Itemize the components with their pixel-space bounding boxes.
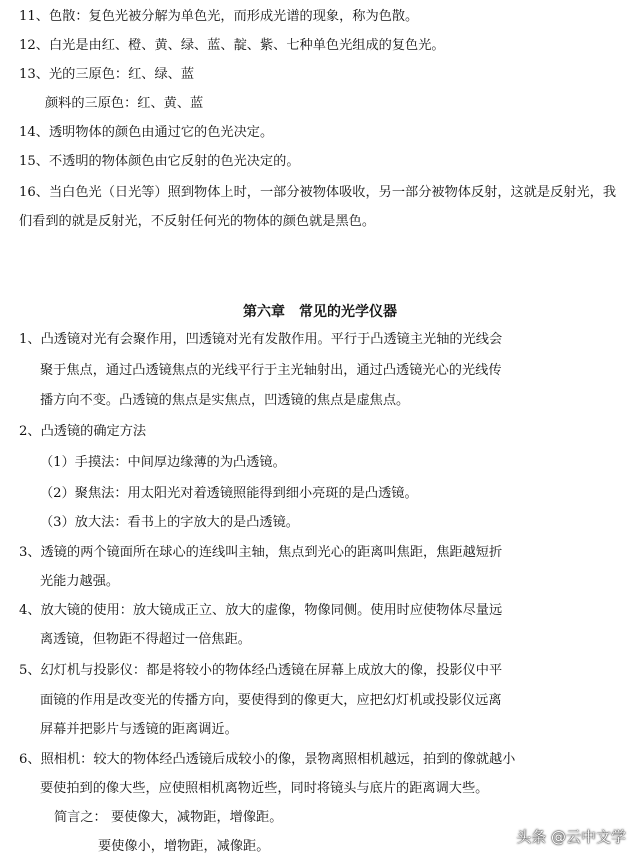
ch-item-3-cont: 光能力越强。 bbox=[40, 574, 120, 589]
item-14: 14、透明物体的颜色由通过它的色光决定。 bbox=[19, 125, 274, 140]
ch-item-2-3: （3）放大法：看书上的字放大的是凸透镜。 bbox=[40, 515, 299, 530]
item-12: 12、白光是由红、橙、黄、绿、蓝、靛、紫、七种单色光组成的复色光。 bbox=[19, 38, 445, 53]
ch-item-5-cont-a: 面镜的作用是改变光的传播方向，要使得到的像更大，应把幻灯机或投影仪远离 bbox=[40, 693, 502, 708]
ch-item-1-cont-b: 播方向不变。凸透镜的焦点是实焦点，凹透镜的焦点是虚焦点。 bbox=[40, 393, 410, 408]
item-16-cont: 们看到的就是反射光，不反射任何光的物体的颜色就是黑色。 bbox=[19, 214, 376, 229]
ch-item-6-cont: 要使拍到的像大些，应使照相机离物近些，同时将镜头与底片的距离调大些。 bbox=[40, 781, 489, 796]
ch-item-2-1: （1）手摸法：中间厚边缘薄的为凸透镜。 bbox=[40, 455, 286, 470]
ch-item-1: 1、凸透镜对光有会聚作用，凹透镜对光有发散作用。平行于凸透镜主光轴的光线会 bbox=[19, 332, 503, 347]
ch-item-4-cont: 离透镜，但物距不得超过一倍焦距。 bbox=[40, 632, 251, 647]
item-13: 13、光的三原色：红、绿、蓝 bbox=[19, 67, 195, 82]
ch-item-1-cont-a: 聚于焦点，通过凸透镜焦点的光线平行于主光轴射出，通过凸透镜光心的光线传 bbox=[40, 363, 502, 378]
ch-item-5: 5、幻灯机与投影仪：都是将较小的物体经凸透镜在屏幕上成放大的像，投影仪中平 bbox=[19, 663, 503, 678]
ch-summary-1: 简言之： 要使像大，减物距，增像距。 bbox=[54, 810, 283, 825]
ch-item-2: 2、凸透镜的确定方法 bbox=[19, 424, 147, 439]
item-13-sub: 颜料的三原色：红、黄、蓝 bbox=[45, 96, 204, 111]
item-15: 15、不透明的物体颜色由它反射的色光决定的。 bbox=[19, 154, 300, 169]
item-16: 16、当白色光（日光等）照到物体上时，一部分被物体吸收，另一部分被物体反射，这就是反射光，我 bbox=[19, 185, 617, 200]
ch-item-5-cont-b: 屏幕并把影片与透镜的距离调近。 bbox=[40, 722, 238, 737]
watermark-label: 头条 @云中文学 bbox=[516, 828, 626, 846]
ch-item-3: 3、透镜的两个镜面所在球心的连线叫主轴，焦点到光心的距离叫焦距，焦距越短折 bbox=[19, 545, 503, 560]
ch-summary-2: 要使像小，增物距，减像距。 bbox=[98, 839, 270, 854]
chapter-title: 第六章 常见的光学仪器 bbox=[243, 304, 397, 320]
ch-item-6: 6、照相机：较大的物体经凸透镜后成较小的像，景物离照相机越远，拍到的像就越小 bbox=[19, 752, 516, 767]
ch-item-2-2: （2）聚焦法：用太阳光对着透镜照能得到细小亮斑的是凸透镜。 bbox=[40, 486, 418, 501]
ch-item-4: 4、放大镜的使用：放大镜成正立、放大的虚像，物像同侧。使用时应使物体尽量远 bbox=[19, 603, 503, 618]
item-11: 11、色散：复色光被分解为单色光，而形成光谱的现象，称为色散。 bbox=[19, 9, 419, 24]
